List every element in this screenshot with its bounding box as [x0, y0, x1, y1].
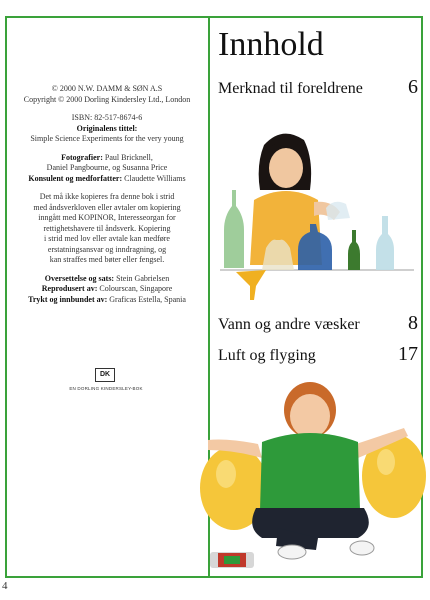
copyright-line: Copyright © 2000 Dorling Kindersley Ltd., London — [23, 94, 191, 104]
translation-value: Stein Gabrielsen — [116, 273, 170, 283]
repro-value: Colourscan, Singapore — [99, 284, 173, 293]
credits-block — [12, 153, 202, 185]
legal-line: erstatningsansvar og inndragning, og — [47, 244, 167, 254]
isbn-block — [12, 113, 202, 145]
boy-with-balloons-photo — [198, 378, 426, 578]
toc-entry-page: 6 — [408, 76, 418, 98]
original-title-label: Originalens tittel: — [76, 123, 138, 133]
toc-entry-page: 17 — [398, 343, 418, 365]
publisher-caption: EN DORLING KINDERSLEY-BOK — [69, 386, 143, 391]
copyright-block — [12, 84, 202, 105]
toc-entry[interactable] — [218, 312, 418, 335]
legal-line: kan straffes med bøter eller fengsel. — [49, 255, 165, 264]
photographers-label: Fotografier: — [61, 152, 103, 162]
toc-entry[interactable] — [218, 343, 418, 366]
toc-entry-label: Merknad til foreldrene — [218, 80, 363, 97]
consultant-value: Claudette Williams — [124, 173, 186, 183]
legal-line: inngått med KOPINOR, Interesseorgan for — [38, 213, 176, 222]
toc-title: Innhold — [218, 26, 324, 63]
repro-label: Reprodusert av: — [41, 284, 98, 293]
production-block — [12, 274, 202, 306]
page-number: 4 — [2, 580, 8, 592]
girl-pouring-water-photo — [214, 120, 420, 305]
translation-label: Oversettelse og sats: — [44, 273, 115, 283]
legal-line: i strid med lov eller avtale kan medføre — [44, 234, 170, 243]
imprint-column — [12, 84, 202, 313]
toc-entry-label: Luft og flyging — [218, 347, 316, 364]
isbn: ISBN: 82-517-8674-6 — [71, 113, 143, 122]
legal-line: rettighetshavere til åndsverk. Kopiering — [43, 223, 171, 233]
legal-line: Det må ikke kopieres fra denne bok i strid — [39, 192, 175, 201]
toc-entry[interactable] — [218, 76, 418, 99]
print-label: Trykt og innbundet av: — [28, 294, 108, 304]
toc-entry-page: 8 — [408, 312, 418, 334]
toc-entry-label: Vann og andre væsker — [218, 316, 360, 333]
copyright-line: © 2000 N.W. DAMM & SØN A.S — [51, 84, 163, 93]
original-title-value: Simple Science Experiments for the very young — [30, 134, 184, 143]
legal-line: med åndsverkloven eller avtaler om kopiering — [33, 202, 181, 212]
photographers-line: Paul Bricknell, — [104, 152, 153, 162]
print-value: Graficas Estella, Spania — [109, 294, 186, 304]
dk-logo: DK — [95, 368, 115, 382]
legal-block — [12, 192, 202, 266]
photographers-line: Daniel Pangbourne, og Susanna Price — [46, 163, 168, 172]
consultant-label: Konsulent og medforfatter: — [28, 173, 123, 183]
